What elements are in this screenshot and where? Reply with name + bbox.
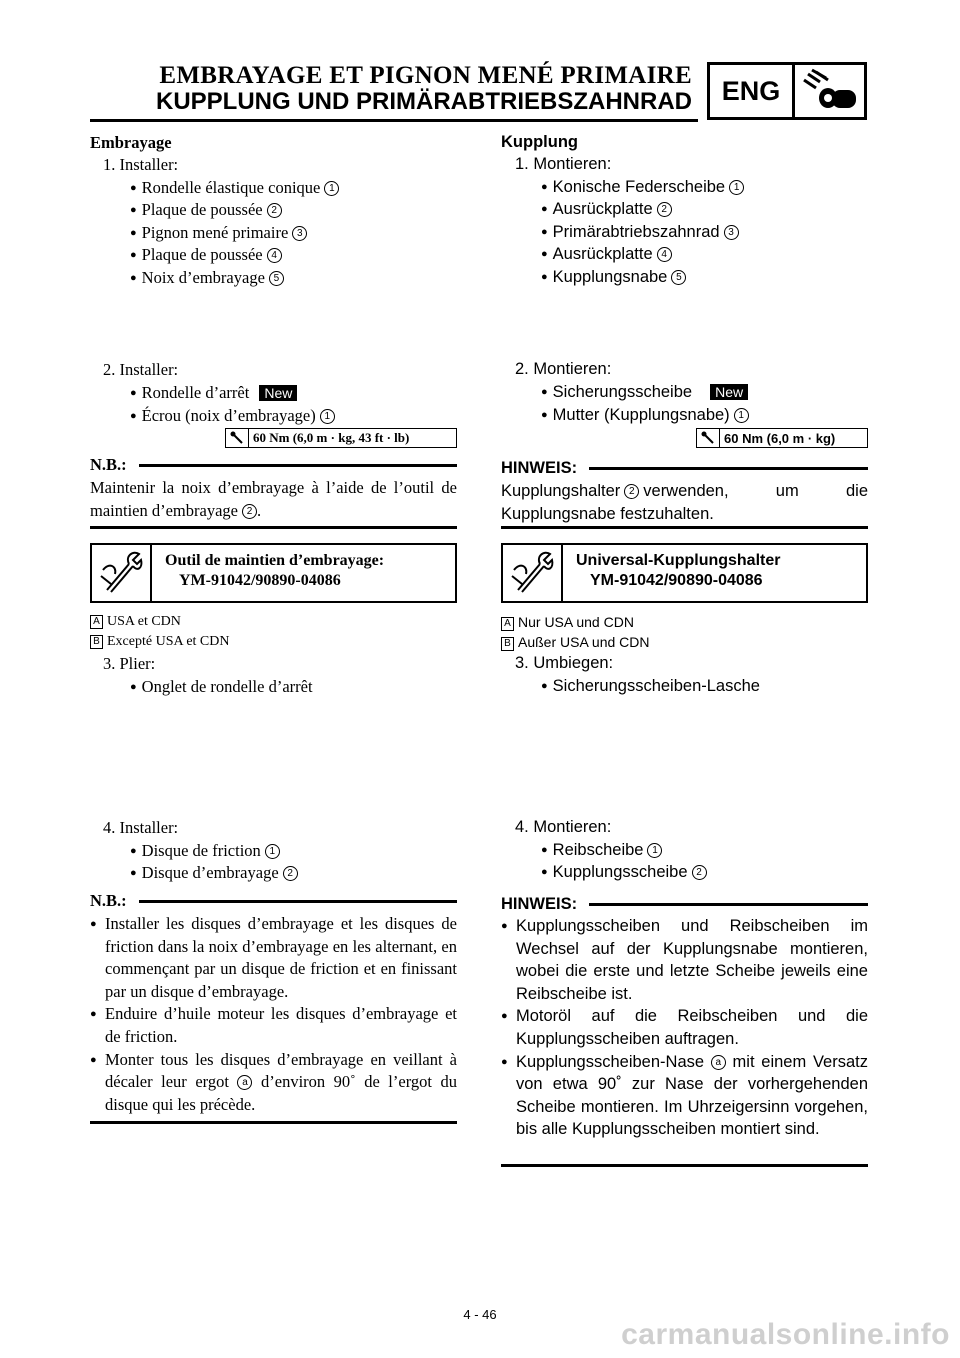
note-item: ● Installer les disques d’embrayage et les disques de friction dans la noix d’embrayage en les alternant, en commençant par un disque de friction et en finissant par un disque d’embrayage. [90, 913, 457, 1003]
tool-code: YM-91042/90890-04086 [179, 572, 341, 589]
section-tag [707, 62, 867, 120]
ref-callout: a [237, 1075, 252, 1090]
special-tool-box [90, 543, 457, 603]
note-heading: N.B.: [90, 455, 457, 475]
step-2-item: ● Rondelle d’arrêt New [130, 383, 297, 403]
header-title-fr: EMBRAYAGE ET PIGNON MENÉ PRIMAIRE [159, 62, 692, 89]
note-item: ● Kupplungsscheiben und Reibscheiben im Wechsel auf der Kupplungsnabe montieren, wobei die erste und letzte Scheibe jeweils eine Reibscheibe ist. [501, 915, 868, 1005]
step-2-item: ● Écrou (noix d’embrayage) 1 [130, 406, 335, 426]
step-4-label: 4. Installer: [103, 818, 179, 837]
ref-callout: 2 [267, 203, 282, 218]
ref-callout: 4 [267, 248, 282, 263]
new-badge: New [259, 385, 297, 401]
ref-callout: 2 [657, 202, 672, 217]
step-1-item: ● Plaque de poussée 2 [130, 200, 282, 220]
note-list [90, 913, 457, 1116]
tool-icon [503, 545, 563, 601]
step-1-item: ● Kupplungsnabe 5 [541, 268, 686, 287]
ref-callout: 1 [647, 843, 662, 858]
note-end-rule [90, 1121, 457, 1124]
torque-value: 60 Nm (6,0 m · kg, 43 ft · lb) [253, 430, 410, 445]
ref-callout: 1 [320, 409, 335, 424]
ref-callout: 2 [692, 865, 707, 880]
step-4-item: ● Kupplungsscheibe 2 [541, 863, 707, 882]
ref-callout: 2 [624, 484, 639, 499]
note-end-rule [90, 526, 457, 529]
wrench-icon [697, 429, 720, 447]
legend-a: A Nur USA und CDN [501, 614, 634, 632]
step-4-item: ● Disque d’embrayage 2 [130, 863, 298, 883]
step-3-item: ● Sicherungsscheiben-Lasche [541, 677, 760, 696]
page-number: 4 - 46 [463, 1307, 497, 1322]
step-3-item: ● Onglet de rondelle d’arrêt [130, 677, 313, 697]
legend-b: B Excepté USA et CDN [90, 634, 229, 650]
note-heading: N.B.: [90, 891, 457, 911]
step-2-label: 2. Installer: [103, 360, 179, 379]
header-title-de: KUPPLUNG UND PRIMÄRABTRIEBSZAHNRAD [156, 88, 692, 115]
ref-callout: 1 [734, 408, 749, 423]
step-2-item: ● Sicherungsscheibe New [541, 383, 748, 402]
step-1-item: ● Konische Federscheibe 1 [541, 178, 744, 197]
note-item: ● Motoröl auf die Reibscheiben und die Kupplungsscheiben auftragen. [501, 1005, 868, 1050]
ref-callout: 2 [242, 504, 257, 519]
torque-spec [696, 428, 868, 448]
note-end-rule [501, 1164, 868, 1167]
ref-callout: a [711, 1055, 726, 1070]
step-1-label: 1. Montieren: [515, 155, 612, 173]
ref-callout: 2 [283, 866, 298, 881]
engine-parts-icon [795, 65, 864, 117]
legend-key: A [501, 617, 514, 631]
step-4-label: 4. Montieren: [515, 818, 612, 836]
section-title: Kupplung [501, 133, 578, 151]
ref-callout: 1 [729, 180, 744, 195]
lang-tag: ENG [710, 65, 795, 117]
note-list [501, 915, 868, 1141]
ref-callout: 4 [657, 247, 672, 262]
note-text: Maintenir la noix d’embrayage à l’aide de l’outil de maintien d’embrayage 2 . [90, 478, 457, 520]
note-end-rule [501, 526, 868, 529]
watermark: carmanualsonline.info [621, 1318, 950, 1351]
note-item: ● Kupplungsscheiben-Nase a mit einem Versatz von etwa 90˚ zur Nase der vorhergehenden Scheibe montieren. Im Uhrzeigersinn vorgehen, bis alle Kupplungsscheiben montiert sind. [501, 1051, 868, 1141]
wrench-icon [226, 429, 249, 447]
ref-callout: 5 [671, 270, 686, 285]
tool-icon [92, 545, 152, 601]
legend-key: B [90, 635, 103, 649]
step-1-item: ● Rondelle élastique conique 1 [130, 178, 339, 198]
note-text: Kupplungshalter 2 verwenden, um die Kupplungsnabe festzuhalten. [501, 482, 868, 523]
torque-value: 60 Nm (6,0 m · kg) [724, 430, 836, 446]
step-1-label: 1. Installer: [103, 155, 179, 174]
new-badge: New [710, 384, 748, 400]
step-1-item: ● Ausrückplatte 2 [541, 200, 672, 219]
step-4-item: ● Disque de friction 1 [130, 841, 280, 861]
ref-callout: 5 [269, 271, 284, 286]
step-1-item: ● Plaque de poussée 4 [130, 245, 282, 265]
step-4-item: ● Reibscheibe 1 [541, 841, 662, 860]
note-heading: HINWEIS: [501, 895, 868, 914]
step-3-label: 3. Umbiegen: [515, 654, 614, 672]
header-rule [90, 119, 698, 122]
ref-callout: 3 [292, 226, 307, 241]
legend-key: A [90, 615, 103, 629]
tool-name: Universal-Kupplungshalter [576, 552, 781, 569]
legend-key: B [501, 637, 514, 651]
note-item: ● Monter tous les disques d’embrayage en veillant à décaler leur ergot a d’environ 90˚ de l’ergot du disque qui les précède. [90, 1049, 457, 1117]
tool-name: Outil de maintien d’embrayage: [165, 552, 385, 569]
legend-b: B Außer USA und CDN [501, 634, 650, 652]
ref-callout: 3 [724, 225, 739, 240]
special-tool-box [501, 543, 868, 603]
tool-code: YM-91042/90890-04086 [590, 572, 763, 589]
torque-spec [225, 428, 457, 448]
ref-callout: 1 [324, 181, 339, 196]
note-item: ● Enduire d’huile moteur les disques d’embrayage et de friction. [90, 1003, 457, 1048]
ref-callout: 1 [265, 844, 280, 859]
step-3-label: 3. Plier: [103, 654, 156, 673]
step-2-item: ● Mutter (Kupplungsnabe) 1 [541, 406, 749, 425]
step-1-item: ● Primärabtriebszahnrad 3 [541, 223, 739, 242]
step-1-item: ● Pignon mené primaire 3 [130, 223, 307, 243]
step-1-item: ● Noix d’embrayage 5 [130, 268, 284, 288]
step-1-item: ● Ausrückplatte 4 [541, 245, 672, 264]
step-2-label: 2. Montieren: [515, 360, 612, 378]
note-heading: HINWEIS: [501, 459, 868, 478]
legend-a: A USA et CDN [90, 614, 181, 630]
section-title: Embrayage [90, 133, 172, 152]
